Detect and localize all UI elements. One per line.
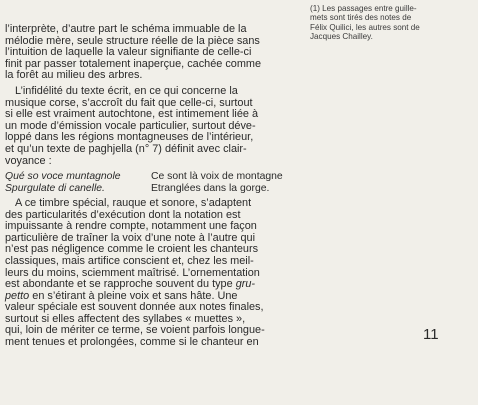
text-line: des particularités d’exécution dont la notation est bbox=[5, 208, 241, 221]
text-line: leurs du moins, sciemment maîtrisé. L’ornementation bbox=[5, 266, 260, 279]
song-quote-line-2 bbox=[5, 183, 292, 194]
text-line: musique corse, s’accroît du fait que celle-ci, surtout bbox=[5, 96, 253, 109]
text-line: l’intuition de laquelle la valeur signifiante de celle-ci bbox=[5, 46, 252, 59]
italic-term: gru- bbox=[235, 278, 256, 291]
text-line: valeur spéciale est souvent donnée aux notes finales, bbox=[5, 301, 264, 314]
italic-term: petto bbox=[5, 289, 30, 302]
paragraph-3 bbox=[5, 198, 292, 349]
text-line: A ce timbre spécial, rauque et sonore, s’adaptent bbox=[15, 196, 252, 209]
quote-translation: Etranglées dans la gorge. bbox=[151, 182, 270, 194]
text-line: L’infidélité du texte écrit, en ce qui concerne la bbox=[15, 84, 238, 97]
text-line: et qu’un texte de paghjella (n° 7) définit avec clair- bbox=[5, 142, 247, 155]
text-line: surtout si elles affectent des syllabes « muettes », bbox=[5, 312, 246, 325]
page-number: 11 bbox=[423, 326, 439, 343]
text-segment: est abondante et se rapproche souvent du type bbox=[5, 278, 233, 291]
footnote-line: mets sont tirés des notes de bbox=[310, 13, 412, 23]
text-line: qui, loin de mériter ce terme, se voient parfois longue- bbox=[5, 324, 265, 337]
text-line: la forêt au milieu des arbres. bbox=[5, 69, 143, 82]
quote-translation: Ce sont là voix de montagne bbox=[151, 171, 283, 183]
text-line: finit par passer totalement inaperçue, cachée comme bbox=[5, 57, 262, 70]
text-line: un mode d’émission vocale particulier, surtout déve- bbox=[5, 119, 256, 132]
footnote-line: Félix Quilici, les autres sont de bbox=[310, 22, 420, 32]
text-line: si elle est vraiment autochtone, est intimement liée à bbox=[5, 108, 259, 121]
text-line: ment tenues et prolongées, comme si le chanteur en bbox=[5, 336, 259, 349]
footnote bbox=[310, 4, 476, 41]
text-line: classiques, mais artifice conscient et, chez les meil- bbox=[5, 254, 254, 267]
song-quote-line-1 bbox=[5, 171, 292, 182]
paragraph-1 bbox=[5, 24, 292, 82]
text-segment: en s’étirant à pleine voix et sans hâte. Une bbox=[29, 289, 238, 302]
text-line: loppé dans les régions montagneuses de l’intérieur, bbox=[5, 131, 254, 144]
text-line: n’est pas négligence comme le croient les chanteurs bbox=[5, 243, 259, 256]
footnote-line: Jacques Chailley. bbox=[310, 31, 373, 41]
text-line: voyance : bbox=[5, 154, 52, 167]
quote-original: Qué so voce muntagnole bbox=[5, 171, 121, 183]
quote-original: Spurgulate di canelle. bbox=[5, 182, 105, 194]
paragraph-2 bbox=[5, 86, 292, 167]
text-line: impuissante à rendre compte, notamment une façon bbox=[5, 220, 257, 233]
text-line: particulière de traîner la voix d’une note à l’autre qui bbox=[5, 231, 256, 244]
footnote-line: (1) Les passages entre guille- bbox=[310, 4, 417, 13]
text-line: l’interprète, d’autre part le schéma immuable de la bbox=[5, 23, 247, 35]
text-line: mélodie mère, seule structure réelle de la pièce sans bbox=[5, 34, 260, 47]
main-text-column bbox=[5, 24, 292, 349]
